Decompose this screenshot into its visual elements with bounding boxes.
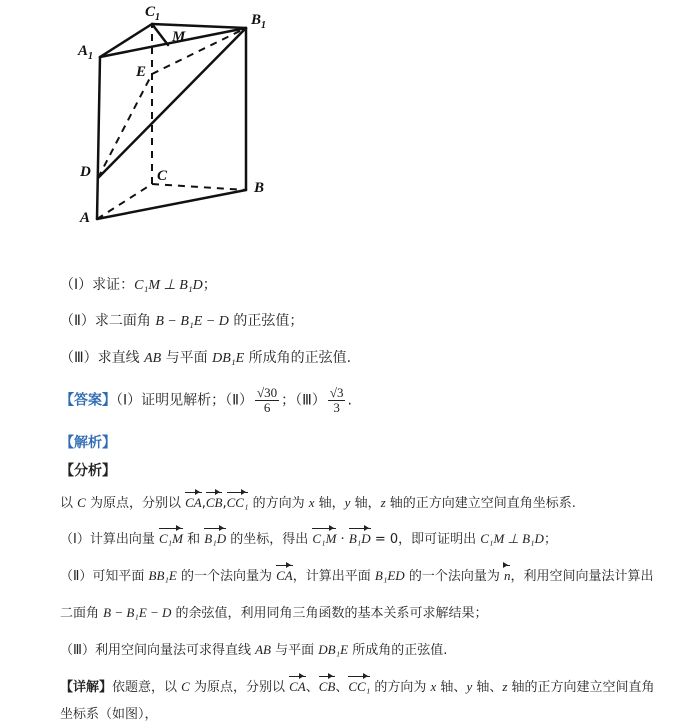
analysis-step-2-cont: 二面角 B − B₁E − D 的余弦值，利用同角三角函数的基本关系可求解结果； xyxy=(60,605,488,621)
vector-c1m: C₁M xyxy=(158,531,183,546)
vector-cc1: CC₁ xyxy=(226,495,249,510)
detail-line-2: 坐标系（如图）， xyxy=(60,707,158,722)
prism-figure xyxy=(0,0,300,235)
label-b1: $B_1$ xyxy=(251,12,267,31)
jiexi-heading: 【解析】 xyxy=(60,435,116,451)
fenxi-heading: 【分析】 xyxy=(60,463,116,479)
segment-d-e-hidden xyxy=(98,74,152,178)
segment-d-b1 xyxy=(98,28,246,178)
edge-a-a1 xyxy=(97,57,100,219)
vector-ca: CA xyxy=(185,495,202,510)
segment-e-b1-hidden xyxy=(152,28,246,74)
vector-b1d: B₁D xyxy=(204,531,227,546)
vector-ca-2: CA xyxy=(276,568,293,583)
analysis-step-2: （Ⅱ）可知平面 BB₁E 的一个法向量为 CA，计算出平面 B₁ED 的一个法向量为 n，利用空间向量法计算出 xyxy=(60,568,654,584)
question-2: （Ⅱ）求二面角 B − B₁E − D 的正弦值； xyxy=(60,313,304,329)
segment-c1-m xyxy=(152,24,168,45)
detail-tag: 【详解】 xyxy=(60,680,113,695)
label-c1: $C_1$ xyxy=(145,4,161,23)
question-1: （Ⅰ）求证：C₁M ⊥ B₁D； xyxy=(60,277,217,293)
analysis-step-1: （Ⅰ）计算出向量 C₁M 和 B₁D 的坐标，得出 C₁M · B₁D = 0，即可证明出 C₁M ⊥ B₁D； xyxy=(60,531,557,547)
vector-cb: CB xyxy=(205,495,223,510)
label-a: A xyxy=(80,210,91,226)
answer-tag: 【答案】 xyxy=(60,392,116,409)
detail-line-1: 【详解】依题意，以 C 为原点，分别以 CA、CB、CC₁ 的方向为 x 轴、y 轴、z 轴的正方向建立空间直角 xyxy=(60,679,655,695)
answer-fraction-1: $\frac{√30}{6}$ xyxy=(257,385,278,415)
normal-vector-n: n xyxy=(503,568,511,583)
label-a1: $A_1$ xyxy=(78,43,94,62)
label-e: E xyxy=(136,64,147,80)
edge-c1-b1 xyxy=(152,24,246,28)
label-m: M xyxy=(172,29,186,45)
answer-line: 【答案】（Ⅰ）证明见解析；（Ⅱ） $\frac{√30}{6}$ ；（Ⅲ） $\frac{√3}{3}$ . xyxy=(60,385,352,415)
analysis-line-1: 以 C 为原点，分别以 CA,CB,CC₁ 的方向为 x 轴，y 轴，z 轴的正方向建立空间直角坐标系. xyxy=(60,495,576,511)
edge-c-b-hidden xyxy=(152,184,246,190)
label-c: C xyxy=(157,168,168,184)
analysis-step-3: （Ⅲ）利用空间向量法可求得直线 AB 与平面 DB₁E 所成角的正弦值. xyxy=(60,642,448,658)
answer-fraction-2: $\frac{√3}{3}$ xyxy=(329,385,344,415)
label-b: B xyxy=(254,180,265,196)
label-d: D xyxy=(80,164,91,180)
question-3: （Ⅲ）求直线 AB 与平面 DB₁E 所成角的正弦值. xyxy=(60,350,352,366)
